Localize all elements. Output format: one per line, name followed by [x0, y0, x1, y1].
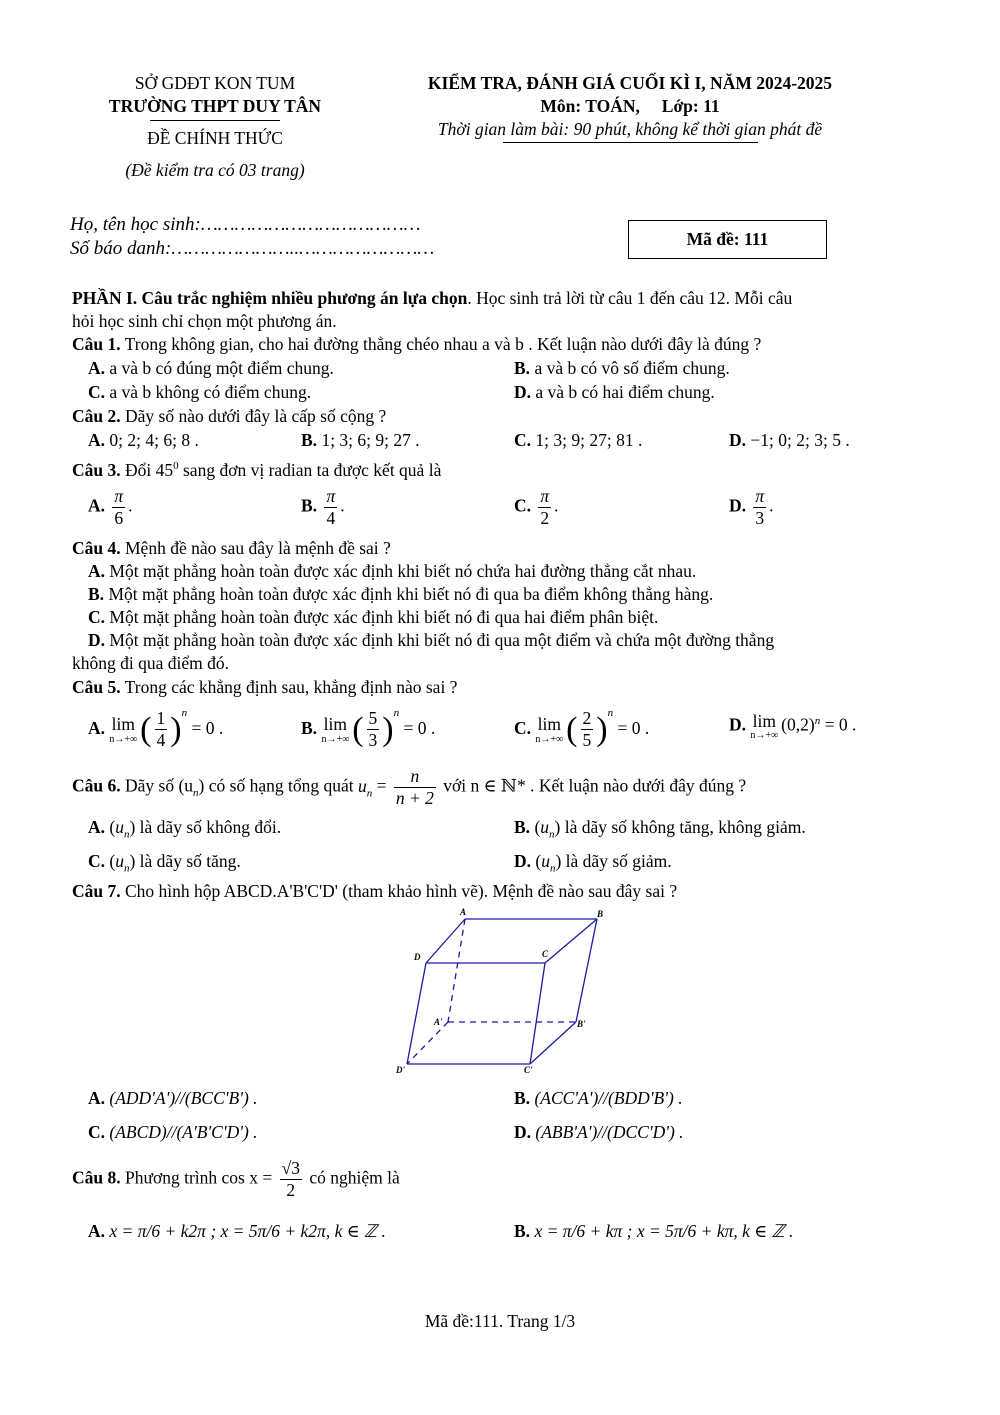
q5-a-num: 1	[156, 708, 166, 729]
exam-time: Thời gian làm bài: 90 phút, không kể thời gian phát đề	[437, 118, 823, 139]
q4-c-text: Một mặt phẳng hoàn toàn được xác định khi biết nó đi qua hai điểm phân biệt.	[109, 607, 659, 627]
dept-name: SỞ GDĐT KON TUM	[134, 73, 296, 93]
q2-label: Câu 2.	[72, 406, 121, 426]
q3-option-a[interactable]: A. $\frac{\pi}{6}$ .	[88, 486, 133, 528]
question-4	[72, 537, 391, 560]
vertex-d: D	[414, 952, 421, 962]
q5-d-base: (0,2)	[781, 714, 815, 735]
exam-code-box: Mã đề: 111	[628, 220, 827, 259]
q5-label: Câu 5.	[72, 677, 121, 697]
q5-text: Trong các khẳng định sau, khẳng định nào sai ?	[120, 677, 458, 697]
q5-option-a[interactable]: A. lim n→+∞ ( $\frac{1}{4}$ )$^n$ = 0 .	[88, 707, 224, 751]
question-8: Câu 8. Phương trình cos x = $\frac{√3}{2}$ có nghiệm là	[72, 1158, 400, 1200]
question-5	[72, 676, 457, 699]
q3-a-den: 6	[114, 508, 124, 528]
q4-a-text: Một mặt phẳng hoàn toàn được xác định khi biết nó chứa hai đường thẳng cắt nhau.	[109, 561, 697, 581]
q3-option-c[interactable]: C. $\frac{\pi}{2}$ .	[514, 486, 559, 528]
vertex-b-prime: B'	[577, 1019, 586, 1029]
q7-option-c[interactable]: C. (ABCD)//(A'B'C'D') .	[88, 1122, 258, 1142]
q1-option-b[interactable]: B. a và b có vô số điểm chung.	[514, 358, 730, 378]
exam-subject: Môn: TOÁN, Lớp: 11	[540, 95, 720, 116]
q8-text-pre: Phương trình cos x =	[120, 1167, 273, 1188]
header-right	[360, 72, 900, 143]
q2-d-text: −1; 0; 2; 3; 5 .	[750, 430, 850, 450]
q3-option-b[interactable]: B. $\frac{\pi}{4}$ .	[301, 486, 345, 528]
q3-text-pre: Đổi 45	[120, 460, 174, 480]
q6-label: Câu 6.	[72, 775, 121, 796]
q8-label: Câu 8.	[72, 1167, 121, 1188]
q5-option-b[interactable]: B. lim n→+∞ ( $\frac{5}{3}$ )$^n$ = 0 .	[301, 707, 436, 751]
vertex-a-prime: A'	[434, 1017, 443, 1027]
question-6: Câu 6. Dãy số $(u_n)$ có số hạng tổng quát $u_n$ = $\frac{n}{n + 2}$ với n ∈ ℕ* . Kết luận nào dưới đây đúng ?	[72, 766, 747, 808]
q1-option-d[interactable]: D. a và b có hai điểm chung.	[514, 382, 715, 402]
q5-b-eq: = 0 .	[403, 718, 436, 738]
q2-b-text: 1; 3; 6; 9; 27 .	[321, 430, 420, 450]
q5-b-den: 3	[368, 730, 378, 751]
school-name: TRƯỜNG THPT DUY TÂN	[108, 95, 322, 116]
q6-c-text: là dãy số tăng.	[135, 851, 241, 871]
q3-b-den: 4	[326, 508, 336, 528]
vertex-d-prime: D'	[396, 1065, 405, 1075]
q3-c-den: 2	[540, 508, 550, 528]
q3-text-post: sang đơn vị radian ta được kết quả là	[178, 460, 442, 480]
part1-instr2: hỏi học sinh chỉ chọn một phương án.	[72, 310, 337, 331]
q1-c-text: a và b không có điểm chung.	[109, 382, 312, 402]
vertex-a: A	[460, 907, 467, 917]
q6-option-b[interactable]: B. $(u_n)$ là dãy số không tăng, không giảm.	[514, 817, 806, 841]
q5-c-num: 2	[582, 708, 592, 729]
q6-den: n + 2	[395, 788, 434, 808]
question-3	[72, 459, 441, 482]
q4-option-a[interactable]: A. Một mặt phẳng hoàn toàn được xác định khi biết nó chứa hai đường thẳng cắt nhau.	[88, 561, 697, 581]
q8-option-b[interactable]: B. x = π/6 + kπ ; x = 5π/6 + kπ, k ∈ ℤ .	[514, 1221, 794, 1241]
q5-c-den: 5	[582, 730, 592, 751]
question-1	[72, 333, 761, 356]
q1-text: Trong không gian, cho hai đường thẳng chéo nhau a và b . Kết luận nào dưới đây là đúng ?	[120, 334, 762, 354]
official-label: ĐỀ CHÍNH THỨC	[147, 127, 283, 148]
q6-text-pre: Dãy số (u	[120, 775, 194, 796]
q4-option-c[interactable]: C. Một mặt phẳng hoàn toàn được xác định khi biết nó đi qua hai điểm phân biệt.	[88, 607, 659, 627]
q4-option-d-cont: không đi qua điểm đó.	[72, 653, 229, 673]
q5-b-num: 5	[368, 708, 378, 729]
q7-option-a[interactable]: A. (ADD'A')//(BCC'B') .	[88, 1088, 258, 1108]
edge-dd	[407, 963, 426, 1064]
q3-d-den: 3	[755, 508, 765, 528]
edge-cb-bottom	[530, 1022, 576, 1064]
q6-text-post: với n ∈ ℕ* . Kết luận nào dưới đây đúng ?	[438, 775, 747, 796]
q2-option-b[interactable]: B. 1; 3; 6; 9; 27 .	[301, 430, 420, 450]
q7-d-text: (ABB'A')//(DCC'D') .	[535, 1122, 684, 1142]
q1-option-c[interactable]: C. a và b không có điểm chung.	[88, 382, 312, 402]
q4-label: Câu 4.	[72, 538, 121, 558]
parallelepiped-figure	[390, 905, 610, 1075]
vertex-c-prime: C'	[524, 1065, 533, 1075]
q1-d-text: a và b có hai điểm chung.	[535, 382, 715, 402]
q8-option-a[interactable]: A. x = π/6 + k2π ; x = 5π/6 + k2π, k ∈ ℤ .	[88, 1221, 386, 1241]
q3-degree: 0	[173, 460, 179, 473]
question-7	[72, 880, 677, 903]
pages-note: (Đề kiểm tra có 03 trang)	[125, 160, 305, 181]
q6-num: n	[394, 766, 436, 788]
q4-option-b[interactable]: B. Một mặt phẳng hoàn toàn được xác định khi biết nó đi qua ba điểm không thẳng hàng.	[88, 584, 714, 604]
q7-c-text: (ABCD)//(A'B'C'D') .	[109, 1122, 258, 1142]
exam-title: KIỂM TRA, ĐÁNH GIÁ CUỐI KÌ I, NĂM 2024-2025	[427, 73, 833, 93]
part1-title: PHẦN I. Câu trắc nghiệm nhiều phương án lựa chọn	[72, 288, 468, 308]
q6-d-text: là dãy số giảm.	[561, 851, 672, 871]
q2-option-a[interactable]: A. 0; 2; 4; 6; 8 .	[88, 430, 199, 450]
q4-option-d[interactable]: D. Một mặt phẳng hoàn toàn được xác định khi biết nó đi qua một điểm và chứa một đường thẳng	[88, 630, 775, 650]
q7-a-text: (ADD'A')//(BCC'B') .	[109, 1088, 258, 1108]
time-underline	[503, 142, 758, 143]
q5-option-d[interactable]: D. lim n→+∞ $(0,2)^n = 0$ .	[729, 711, 857, 742]
q4-b-text: Một mặt phẳng hoàn toàn được xác định khi biết nó đi qua ba điểm không thẳng hàng.	[108, 584, 714, 604]
q8-text-post: có nghiệm là	[304, 1167, 400, 1188]
q1-a-text: a và b có đúng một điểm chung.	[109, 358, 334, 378]
q8-b-text: x = π/6 + kπ ; x = 5π/6 + kπ, k ∈ ℤ .	[534, 1221, 794, 1241]
q6-a-text: là dãy số không đổi.	[135, 817, 282, 837]
q3-label: Câu 3.	[72, 460, 121, 480]
q1-label: Câu 1.	[72, 334, 121, 354]
school-underline	[150, 120, 280, 121]
question-2	[72, 405, 386, 428]
q7-b-text: (ACC'A')//(BDD'B') .	[534, 1088, 683, 1108]
q2-a-text: 0; 2; 4; 6; 8 .	[109, 430, 199, 450]
q6-option-c[interactable]: C. $(u_n)$ là dãy số tăng.	[88, 851, 241, 875]
q1-b-text: a và b có vô số điểm chung.	[534, 358, 730, 378]
q3-option-d[interactable]: D. $\frac{\pi}{3}$ .	[729, 486, 774, 528]
q2-option-d[interactable]: D. −1; 0; 2; 3; 5 .	[729, 430, 850, 450]
student-name-line: Họ, tên học sinh:…………………………………	[70, 214, 421, 235]
q2-text: Dãy số nào dưới đây là cấp số cộng ?	[120, 406, 387, 426]
q5-a-eq: = 0 .	[191, 718, 224, 738]
q6-text-mid: ) có số hạng tổng quát	[198, 775, 354, 796]
q5-c-eq: = 0 .	[617, 718, 650, 738]
q4-text: Mệnh đề nào sau đây là mệnh đề sai ?	[120, 538, 391, 558]
q6-option-d[interactable]: D. $(u_n)$ là dãy số giảm.	[514, 851, 672, 875]
student-id-line: Số báo danh:…………………..……………………	[70, 238, 435, 259]
q2-c-text: 1; 3; 9; 27; 81 .	[535, 430, 643, 450]
q6-b-text: là dãy số không tăng, không giảm.	[560, 817, 806, 837]
vertex-c: C	[542, 949, 549, 959]
header-left	[70, 72, 360, 182]
edge-cc	[530, 963, 545, 1064]
q7-option-b[interactable]: B. (ACC'A')//(BDD'B') .	[514, 1088, 683, 1108]
q5-option-c[interactable]: C. lim n→+∞ ( $\frac{2}{5}$ )$^n$ = 0 .	[514, 707, 650, 751]
q7-text: Cho hình hộp ABCD.A'B'C'D' (tham khảo hình vẽ). Mệnh đề nào sau đây sai ?	[120, 881, 678, 901]
part1-instr1: . Học sinh trả lời từ câu 1 đến câu 12. Mỗi câu	[467, 288, 793, 308]
part1-instruction	[72, 287, 932, 333]
q5-d-eq: = 0 .	[824, 714, 857, 735]
q8-a-text: x = π/6 + k2π ; x = 5π/6 + k2π, k ∈ ℤ .	[109, 1221, 386, 1241]
q2-option-c[interactable]: C. 1; 3; 9; 27; 81 .	[514, 430, 643, 450]
q1-option-a[interactable]: A. a và b có đúng một điểm chung.	[88, 358, 334, 378]
q6-option-a[interactable]: A. $(u_n)$ là dãy số không đổi.	[88, 817, 282, 841]
q7-label: Câu 7.	[72, 881, 121, 901]
q5-a-den: 4	[156, 730, 166, 751]
vertex-b: B	[597, 909, 604, 919]
q4-d-text: Một mặt phẳng hoàn toàn được xác định khi biết nó đi qua một điểm và chứa một đường thẳng	[109, 630, 775, 650]
page-footer: Mã đề:111. Trang 1/3	[424, 1311, 576, 1331]
q7-option-d[interactable]: D. (ABB'A')//(DCC'D') .	[514, 1122, 684, 1142]
